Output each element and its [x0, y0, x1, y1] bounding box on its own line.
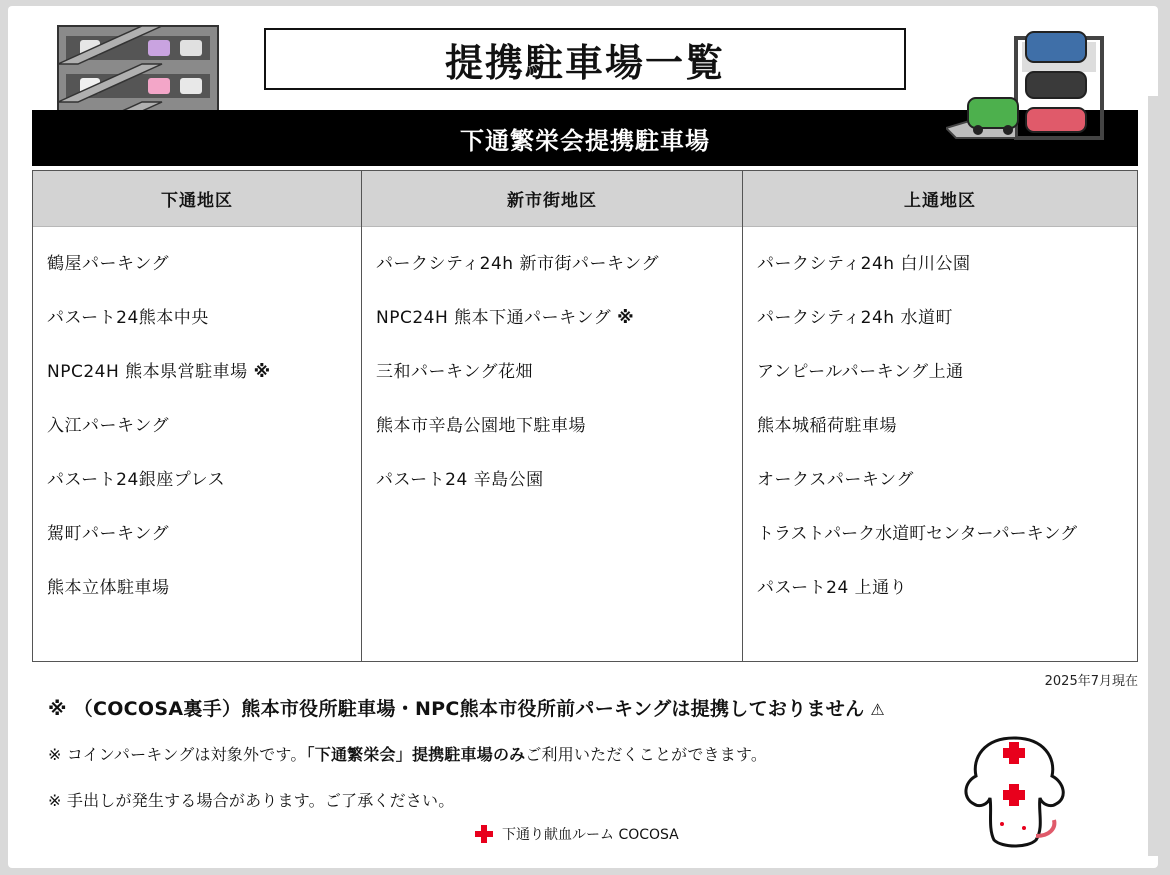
parking-table [32, 170, 1138, 662]
list-item [33, 291, 361, 345]
list-item [33, 561, 361, 615]
excluded-mark: ※ [617, 308, 635, 328]
column-header: 下通地区 [33, 171, 361, 227]
list-item [362, 291, 742, 345]
list-item [743, 453, 1137, 507]
item-label: パスート24熊本中央 [47, 308, 209, 328]
list-item [743, 345, 1137, 399]
item-label: アンピールパーキング上通 [757, 362, 964, 382]
column-shimotori [33, 171, 361, 661]
item-label: パークシティ24h 白川公園 [757, 254, 971, 274]
item-label: パスート24 辛島公園 [376, 470, 544, 490]
item-label: パスート24 上通り [757, 578, 908, 598]
red-cross-icon [474, 824, 494, 844]
mascot-icon [958, 732, 1070, 852]
note1-bold: 「下通繁栄会」提携駐車場のみ [306, 745, 526, 764]
as-of-date: 2025年7月現在 [1044, 674, 1138, 689]
list-item [743, 291, 1137, 345]
list-item [362, 453, 742, 507]
list-item [743, 561, 1137, 615]
notice-main-text: ※ （COCOSA裏手）熊本市役所駐車場・NPC熊本市役所前パーキングは提携しておりません [48, 698, 865, 720]
footer-text: 下通り献血ルーム COCOSA [502, 827, 679, 843]
item-label: NPC24H 熊本県営駐車場 [47, 362, 248, 382]
list-item [362, 399, 742, 453]
item-label: 三和パーキング花畑 [376, 362, 533, 382]
note1-pre: ※ コインパーキングは対象外です。 [48, 745, 307, 764]
page-title-text: 提携駐車場一覧 [444, 40, 725, 85]
parking-list [33, 227, 361, 615]
list-item [743, 507, 1137, 561]
item-label: 熊本立体駐車場 [47, 578, 170, 598]
note-extra-charge: ※ 手出しが発生する場合があります。ご了承ください。 [48, 791, 455, 810]
list-item [743, 399, 1137, 453]
column-shinshigai [361, 171, 742, 661]
item-label: オークスパーキング [757, 470, 914, 490]
item-label: 入江パーキング [47, 416, 169, 436]
list-item [33, 237, 361, 291]
parking-list [362, 227, 742, 507]
notice-main [48, 694, 885, 721]
column-header: 新市街地区 [362, 171, 742, 227]
scrollbar-track[interactable] [1148, 96, 1158, 856]
item-label: 鶴屋パーキング [47, 254, 169, 274]
item-label: 駕町パーキング [47, 524, 169, 544]
footer [474, 824, 679, 844]
column-header: 上通地区 [743, 171, 1137, 227]
list-item [33, 399, 361, 453]
parking-list [743, 227, 1137, 615]
note-coin-parking [48, 742, 767, 765]
item-label: トラストパーク水道町センターパーキング [757, 524, 1078, 544]
list-item [33, 453, 361, 507]
note1-post: ご利用いただくことができます。 [525, 745, 768, 764]
list-item [362, 237, 742, 291]
page-title [264, 28, 906, 90]
item-label: 熊本城稲荷駐車場 [757, 416, 897, 436]
list-item [33, 345, 361, 399]
warning-icon: ⚠ [870, 700, 886, 719]
list-item [743, 237, 1137, 291]
page [8, 6, 1158, 868]
item-label: パークシティ24h 水道町 [757, 308, 953, 328]
list-item [362, 345, 742, 399]
item-label: 熊本市辛島公園地下駐車場 [376, 416, 586, 436]
item-label: NPC24H 熊本下通パーキング [376, 308, 612, 328]
item-label: パークシティ24h 新市街パーキング [376, 254, 659, 274]
car-tower-icon [946, 24, 1106, 144]
subtitle-text: 下通繁栄会提携駐車場 [460, 126, 710, 155]
column-kamitori [742, 171, 1137, 661]
list-item [33, 507, 361, 561]
item-label: パスート24銀座プレス [47, 470, 226, 490]
excluded-mark: ※ [253, 362, 271, 382]
